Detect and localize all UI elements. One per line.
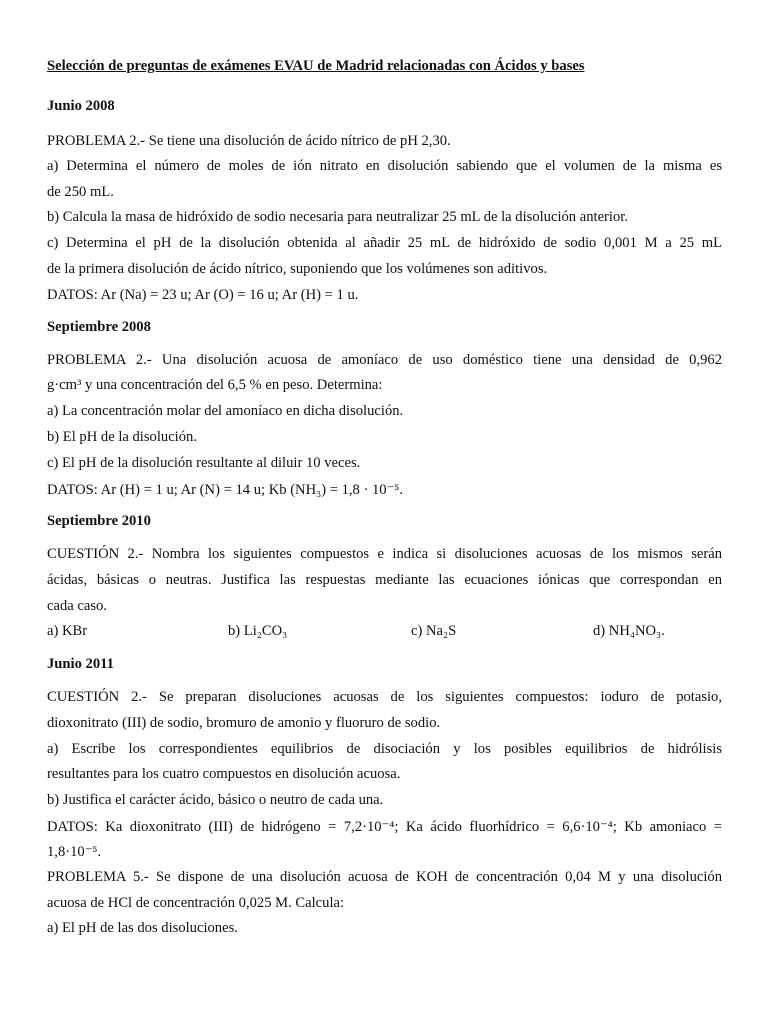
compound-item: d) NH₄NO₃. (593, 623, 665, 639)
paragraph-line: g·cm³ y una concentración del 6,5 % en peso. Determina: (47, 377, 383, 393)
data-line: DATOS: Ar (Na) = 23 u; Ar (O) = 16 u; Ar (H) = 1 u. (47, 287, 359, 303)
compound-list (47, 623, 722, 643)
paragraph-line: a) Determina el número de moles de ión nitrato en disolución sabiendo que el volumen de la misma es (47, 158, 722, 174)
paragraph-line: CUESTIÓN 2.- Nombra los siguientes compuestos e indica si disoluciones acuosas de los mismos serán (47, 546, 722, 562)
paragraph-line: b) El pH de la disolución. (47, 429, 197, 445)
paragraph-line: a) El pH de las dos disoluciones. (47, 920, 238, 936)
paragraph-line: PROBLEMA 5.- Se dispone de una disolución acuosa de KOH de concentración 0,04 M y una disolución (47, 869, 722, 885)
paragraph-line: a) La concentración molar del amoníaco en dicha disolución. (47, 403, 404, 419)
compound-item: a) KBr (47, 623, 88, 639)
data-line: DATOS: Ka dioxonitrato (III) de hidrógeno = 7,2·10⁻⁴; Ka ácido fluorhídrico = 6,6·10⁻⁴; Kb amoniaco = (47, 819, 722, 835)
paragraph-line: dioxonitrato (III) de sodio, bromuro de amonio y fluoruro de sodio. (47, 715, 441, 731)
paragraph-line: a) Escribe los correspondientes equilibrios de disociación y los posibles equilibrios de hidrólisis (47, 741, 722, 757)
paragraph-line: cada caso. (47, 598, 107, 614)
data-line: DATOS: Ar (H) = 1 u; Ar (N) = 14 u; Kb (NH₃) = 1,8 · 10⁻⁵. (47, 482, 404, 498)
data-line: 1,8·10⁻⁵. (47, 844, 102, 860)
section-heading-junio-2011: Junio 2011 (47, 656, 114, 672)
paragraph-line: acuosa de HCl de concentración 0,025 M. Calcula: (47, 895, 345, 911)
section-heading-septiembre-2010: Septiembre 2010 (47, 513, 151, 529)
compound-item: c) Na₂S (411, 623, 457, 639)
document-title: Selección de preguntas de exámenes EVAU de Madrid relacionadas con Ácidos y bases (47, 58, 585, 74)
section-heading-septiembre-2008: Septiembre 2008 (47, 319, 151, 335)
paragraph-line: b) Calcula la masa de hidróxido de sodio necesaria para neutralizar 25 mL de la disolución anterior. (47, 209, 628, 225)
compound-item: b) Li₂CO₃ (228, 623, 288, 639)
paragraph-line: c) El pH de la disolución resultante al diluir 10 veces. (47, 455, 361, 471)
paragraph-line: de 250 mL. (47, 184, 114, 200)
paragraph-line: PROBLEMA 2.- Se tiene una disolución de ácido nítrico de pH 2,30. (47, 133, 451, 149)
paragraph-line: PROBLEMA 2.- Una disolución acuosa de amoníaco de uso doméstico tiene una densidad de 0,962 (47, 352, 722, 368)
paragraph-line: CUESTIÓN 2.- Se preparan disoluciones acuosas de los siguientes compuestos: ioduro de potasio, (47, 689, 722, 705)
paragraph-line: ácidas, básicas o neutras. Justifica las respuestas mediante las ecuaciones iónicas que correspondan en (47, 572, 722, 588)
paragraph-line: de la primera disolución de ácido nítrico, suponiendo que los volúmenes son aditivos. (47, 261, 548, 277)
paragraph-line: c) Determina el pH de la disolución obtenida al añadir 25 mL de hidróxido de sodio 0,001 M a 25 mL (47, 235, 722, 251)
section-heading-junio-2008: Junio 2008 (47, 98, 115, 114)
paragraph-line: b) Justifica el carácter ácido, básico o neutro de cada una. (47, 792, 384, 808)
paragraph-line: resultantes para los cuatro compuestos en disolución acuosa. (47, 766, 401, 782)
